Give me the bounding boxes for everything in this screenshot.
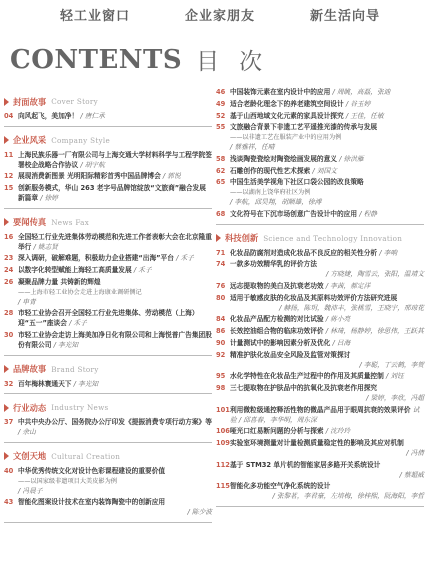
entry-body	[230, 439, 424, 459]
article-author: / 禾子	[133, 266, 152, 275]
page-number: 84	[216, 315, 226, 324]
article-title[interactable]: 适合老龄化理念下的养老建筑空间设计	[230, 99, 344, 108]
page-number: 30	[4, 330, 14, 339]
article-title[interactable]: 利用微粒级通控释活性物的微晶产品用于眼周抗衰的效果评价	[230, 405, 411, 414]
article-title[interactable]: 适用于敏感皮肤的化妆品及其原料功效评价方法研究进展	[230, 293, 398, 302]
article-title[interactable]: 以数字化转型赋能上海轻工高质量发展	[18, 266, 132, 275]
article-title[interactable]: 上海民族乐器一厂有限公司与上海交通大学材料科学与工程学院签署校企战略合作协议	[18, 150, 212, 169]
section-header	[216, 231, 424, 246]
toc-entry[interactable]	[216, 249, 424, 259]
entry-body	[230, 88, 424, 98]
section-title-cn: 科技创新	[225, 233, 259, 244]
toc-entry[interactable]	[216, 482, 424, 502]
entry-body	[18, 151, 212, 171]
article-author: / 胡宇航	[80, 160, 105, 169]
article-author: / 冯晨子	[18, 486, 43, 495]
toc-entry[interactable]	[216, 327, 424, 337]
article-author: / 方晓婕，陶雪云，张阳，温靖文	[325, 270, 424, 279]
article-title[interactable]: 计量测试中的影响因素分析及优化	[230, 338, 331, 347]
article-author: / 李茜，郝定洋	[325, 281, 371, 290]
article-author: / 禾子	[69, 319, 87, 328]
article-title[interactable]: 浅谈陶瓷瓷绘对陶瓷绘画发展的意义	[230, 154, 337, 163]
entry-body	[230, 461, 424, 481]
section-divider	[216, 224, 424, 225]
entry-body	[18, 112, 212, 122]
article-author: / 李聪，丁云鹤，李贺	[359, 360, 424, 369]
entry-body	[230, 294, 424, 314]
entry-body	[230, 123, 424, 152]
page-number: 28	[4, 309, 14, 318]
article-author: / 赫扬，陈玥，魏沛丰，张桃雪，王晓宇，邢琼花	[279, 303, 424, 312]
page-number: 76	[216, 281, 226, 290]
article-author: / 刘钰	[385, 372, 404, 381]
entry-body	[230, 406, 424, 426]
page-number: 90	[216, 338, 226, 347]
entry-body	[230, 100, 424, 110]
toc-entry[interactable]	[216, 461, 424, 481]
entry-body	[230, 384, 424, 404]
article-title[interactable]: 凝聚品牌力量 共铸新的辉煌	[18, 277, 101, 286]
section-divider	[4, 442, 212, 443]
section-header	[4, 362, 212, 377]
section-divider	[4, 393, 212, 394]
toc-entry[interactable]	[4, 380, 212, 390]
right-column	[216, 88, 424, 509]
triangle-arrow-icon	[216, 234, 221, 242]
section-title-en: Science and Technology Innovation	[263, 233, 403, 243]
article-title[interactable]: 实验室环境测量对计量检测质量稳定性的影响及其应对机制	[230, 439, 404, 448]
page-header	[10, 43, 282, 76]
section-divider	[4, 522, 212, 523]
toc-entry[interactable]	[4, 331, 212, 351]
entry-body	[230, 249, 424, 259]
toc-entry[interactable]	[216, 406, 424, 426]
entry-body	[230, 372, 424, 382]
toc-entry[interactable]	[216, 294, 424, 314]
toc-entry[interactable]	[216, 439, 424, 459]
page-number: 15	[4, 184, 14, 193]
section-title-cn: 要闻传真	[13, 217, 47, 228]
page-number: 92	[216, 350, 226, 359]
toc-entry[interactable]	[4, 309, 212, 329]
section-header	[4, 400, 212, 415]
triangle-arrow-icon	[4, 452, 9, 460]
page-number: 37	[4, 418, 14, 427]
entry-body	[230, 210, 424, 220]
article-author: / 蔡雅祥，任晴	[230, 142, 275, 151]
toc-entry[interactable]	[216, 315, 424, 325]
toc-entry[interactable]	[4, 418, 212, 438]
article-author: / 蒋小亮	[325, 315, 351, 324]
article-title[interactable]: 中共中央办公厅、国务院办公厅印发《提振消费专项行动方案》等	[18, 418, 212, 427]
article-title[interactable]: 化妆品产品配方检测的对比试验	[230, 315, 324, 324]
entry-body	[18, 184, 212, 204]
article-title[interactable]: 基于山西地域文化元素的家具设计探究	[230, 111, 344, 120]
page-number: 52	[216, 111, 226, 120]
entry-body	[18, 498, 212, 518]
article-author: / 周眺，高磊，张迪	[332, 88, 391, 96]
section-title-cn: 封面故事	[13, 96, 47, 107]
article-title[interactable]: 长效控油组合物的临床功效评价	[230, 327, 324, 336]
toc-entry[interactable]	[216, 112, 424, 122]
toc-entry[interactable]	[216, 155, 424, 165]
section-header	[4, 449, 212, 464]
page-number: 11	[4, 150, 14, 159]
page-number: 80	[216, 293, 226, 302]
article-title[interactable]: 文旅融合背景下非遗工艺平遥推光漆的传承与发展	[230, 123, 378, 132]
page-number: 26	[4, 277, 14, 286]
article-author: / 禾子	[176, 254, 194, 263]
page-number: 112	[216, 460, 230, 469]
article-title[interactable]: 文化符号在下沉市场创意广告设计中的应用	[230, 209, 358, 218]
page-number: 109	[216, 439, 230, 448]
toc-entry[interactable]	[4, 498, 212, 518]
article-author: / 徐婷	[40, 193, 58, 202]
entry-body	[230, 427, 424, 437]
section-divider	[4, 126, 212, 127]
mulu-heading: 目次	[196, 49, 283, 75]
page-number: 98	[216, 384, 226, 393]
section-title-en: Cover Story	[51, 97, 98, 106]
article-author: / 林琦，杨静婷，徐思伟，王跃其	[325, 327, 424, 336]
toc-entry[interactable]	[4, 254, 212, 264]
article-title[interactable]: 全国轻工行业先进集体劳动模范和先进工作者表彰大会在北京隆重举行	[18, 232, 212, 251]
toc-entry[interactable]	[216, 372, 424, 382]
article-author: 试验 / 邱喜春，李华明，周东深	[230, 405, 420, 424]
section-title-cn: 企业风采	[13, 135, 47, 146]
article-author: / 陈少波	[187, 508, 212, 517]
article-author: / 谷玉婷	[345, 99, 371, 108]
page-number: 12	[4, 172, 14, 181]
page-number: 32	[4, 379, 14, 388]
entry-body	[230, 155, 424, 165]
toc-entry[interactable]	[4, 151, 212, 171]
article-author: / 唐仁承	[80, 112, 105, 120]
section-title-cn: 品牌故事	[13, 364, 47, 375]
article-author: / 程静	[359, 209, 377, 218]
triangle-arrow-icon	[4, 365, 9, 373]
entry-body	[230, 178, 424, 207]
entry-body	[230, 282, 424, 292]
article-author: / 李航，邱昊翔，胡顺雄，徐溥	[230, 197, 322, 206]
article-title[interactable]: 市轻工业协会召开全国轻工行业先进集体、劳动模范（上海）迎“五一”座谈会	[18, 309, 199, 328]
entry-body	[18, 309, 212, 329]
toc-entry[interactable]	[216, 282, 424, 292]
toc-entry[interactable]	[216, 427, 424, 437]
slogan-3: 新生活向导	[309, 9, 380, 24]
article-author: / 王佳，任敏	[345, 111, 384, 120]
toc-entry[interactable]	[4, 467, 212, 496]
section-header	[4, 215, 212, 230]
page-number: 58	[216, 154, 226, 163]
article-author: / 张黎茗，李君豪，左培梅，徐梓熙，阮海阳，李哲	[272, 492, 424, 501]
page-number: 86	[216, 327, 226, 336]
section-title-en: Cultural Creation	[51, 451, 121, 461]
page-number: 23	[4, 254, 14, 263]
contents-heading: CONTENTS	[10, 44, 183, 75]
toc-entry[interactable]	[4, 184, 212, 204]
entry-body	[230, 167, 424, 177]
article-title[interactable]: 精准护肤化妆品安全风险及监管对策探讨	[230, 350, 351, 359]
page-number: 55	[216, 123, 226, 132]
article-title[interactable]: 智能化图案设计技术在室内装饰陶瓷中的创新应用	[18, 498, 166, 507]
section-header	[4, 133, 212, 148]
section-header	[4, 94, 212, 109]
article-author: / 余山	[18, 428, 36, 437]
article-title[interactable]: 展现消费新图景 光明阳际精彩首秀中国品牌博会	[18, 172, 161, 181]
article-author: / 李光知	[53, 340, 79, 349]
entry-body	[230, 482, 424, 502]
article-title[interactable]: 水化学特性在化妆品生产过程中的作用及其质量控制	[230, 372, 384, 381]
left-column	[4, 88, 212, 525]
entry-body	[18, 418, 212, 438]
article-title[interactable]: 基于 STM32 单片机的智能家居多路开关系统设计	[230, 460, 381, 469]
article-author: / 刘国文	[312, 166, 337, 175]
entry-body	[230, 112, 424, 122]
slogan-2: 企业家朋友	[184, 9, 255, 24]
toc-entry[interactable]	[4, 233, 212, 253]
entry-body	[230, 315, 424, 325]
entry-body	[18, 278, 212, 307]
toc-entry[interactable]	[4, 266, 212, 276]
section-divider	[4, 208, 212, 209]
article-title[interactable]: 深入调研，破解难题，积极助力企业搭建“出海”平台	[18, 254, 174, 263]
article-title[interactable]: 中华优秀传统文化对设计色彩课程建设的重要价值	[18, 466, 166, 475]
slogan-1: 轻工业窗口	[60, 9, 131, 24]
article-title[interactable]: 中国装饰元素在室内设计中的应用	[230, 88, 331, 96]
section-title-en: Brand Story	[51, 364, 99, 374]
page-number: 04	[4, 112, 14, 120]
page-number: 106	[216, 427, 230, 436]
section-divider	[216, 506, 424, 507]
article-author: / 李光知	[73, 379, 99, 388]
page-number: 49	[216, 99, 226, 108]
section-title-en: Company Style	[51, 135, 111, 145]
article-title[interactable]: 三七提取物在护肤品中的抗氧化及抗衰老作用探究	[230, 384, 378, 393]
article-author: / 郭悦	[162, 172, 181, 181]
article-subtitle: ——以国家级非遗项目大美皮影为例	[18, 477, 117, 485]
triangle-arrow-icon	[4, 98, 9, 106]
article-title[interactable]: 哑光口红易断问题的分析与探索	[230, 427, 324, 436]
article-title[interactable]: 智能化多功能空气净化系统的设计	[230, 482, 331, 491]
toc-entry[interactable]	[216, 210, 424, 220]
toc-entry[interactable]	[216, 351, 424, 371]
triangle-arrow-icon	[4, 218, 9, 226]
section-title-en: News Fax	[51, 217, 90, 227]
article-title[interactable]: 远志提取物的美白及抗衰老功效	[230, 281, 324, 290]
article-author: / 姚志贤	[33, 242, 58, 251]
article-subtitle: ——以非遗工艺在服装产业中的应用为例	[230, 134, 342, 142]
entry-body	[230, 260, 424, 280]
section-title-cn: 行业动态	[13, 402, 47, 413]
page-number: 74	[216, 260, 226, 269]
page-number: 68	[216, 209, 226, 218]
toc-entry[interactable]	[216, 339, 424, 349]
entry-body	[18, 254, 212, 264]
page-number: 62	[216, 166, 226, 175]
article-author: / 梁婷，李欣，冯超	[366, 393, 424, 402]
page-number: 40	[4, 466, 14, 475]
section-divider	[4, 355, 212, 356]
page-number: 65	[216, 178, 226, 187]
article-author: / 冯倩	[406, 448, 424, 457]
entry-body	[18, 380, 212, 390]
article-title[interactable]: 市轻工业协会走访上海美加净日化有限公司和上海悦普广告集团股份有限公司	[18, 330, 212, 349]
entry-body	[18, 266, 212, 276]
page-number: 101	[216, 405, 230, 414]
entry-body	[230, 327, 424, 337]
article-author: / 沈玲玲	[325, 427, 351, 436]
entry-body	[18, 233, 212, 253]
toc-entry[interactable]	[216, 260, 424, 280]
entry-body	[18, 331, 212, 351]
article-title[interactable]: 创新服务模式，华山 263 老字号品牌馆绽放“文旅商”融合发展新篇章	[18, 184, 206, 202]
entry-body	[230, 351, 424, 371]
section-title-en: Industry News	[51, 403, 109, 413]
article-title[interactable]: 向风起飞，美加净！	[18, 112, 79, 120]
page-number: 46	[216, 88, 226, 96]
article-author: / 李响	[379, 248, 398, 257]
entry-body	[230, 339, 424, 349]
toc-entry[interactable]	[216, 123, 424, 152]
toc-entry[interactable]	[4, 112, 212, 122]
triangle-arrow-icon	[4, 136, 9, 144]
article-title[interactable]: 一款多功效精华乳的评价方法	[230, 260, 317, 269]
page-number: 24	[4, 266, 14, 275]
toc-entry[interactable]	[4, 172, 212, 182]
page-number: 16	[4, 232, 14, 241]
section-title-cn: 文创天地	[13, 451, 47, 462]
page-number: 115	[216, 482, 230, 491]
triangle-arrow-icon	[4, 404, 9, 412]
page-number: 43	[4, 498, 14, 507]
slogan-banner	[60, 5, 380, 24]
article-author: / 蔡超威	[399, 470, 424, 479]
toc-entry[interactable]	[4, 278, 212, 307]
article-subtitle: ——以湖南上饶华府社区为例	[230, 189, 311, 197]
page-number: 71	[216, 248, 226, 257]
article-title[interactable]: 中国生活美学视角下社区口袋公园的改良策略	[230, 178, 364, 187]
toc-entry[interactable]	[216, 178, 424, 207]
toc-entry[interactable]	[216, 384, 424, 404]
article-author: / 徐洪雁	[339, 154, 364, 163]
toc-entry[interactable]	[216, 88, 424, 98]
article-title[interactable]: 石雕创作的现代性艺术探索	[230, 166, 311, 175]
article-subtitle: ——上海市轻工业协会走进上海康业调研侧记	[18, 288, 142, 296]
entry-body	[18, 172, 212, 182]
article-author: / 申青	[18, 297, 36, 306]
page-number: 95	[216, 372, 226, 381]
article-title[interactable]: 化妆品防腐剂对造成化妆品不良反应的相关性分析	[230, 248, 378, 257]
article-author: / 吕海	[332, 338, 351, 347]
entry-body	[18, 467, 212, 496]
article-title[interactable]: 百年梅林寰通天下	[18, 379, 72, 388]
toc-entry[interactable]	[216, 100, 424, 110]
toc-entry[interactable]	[216, 167, 424, 177]
